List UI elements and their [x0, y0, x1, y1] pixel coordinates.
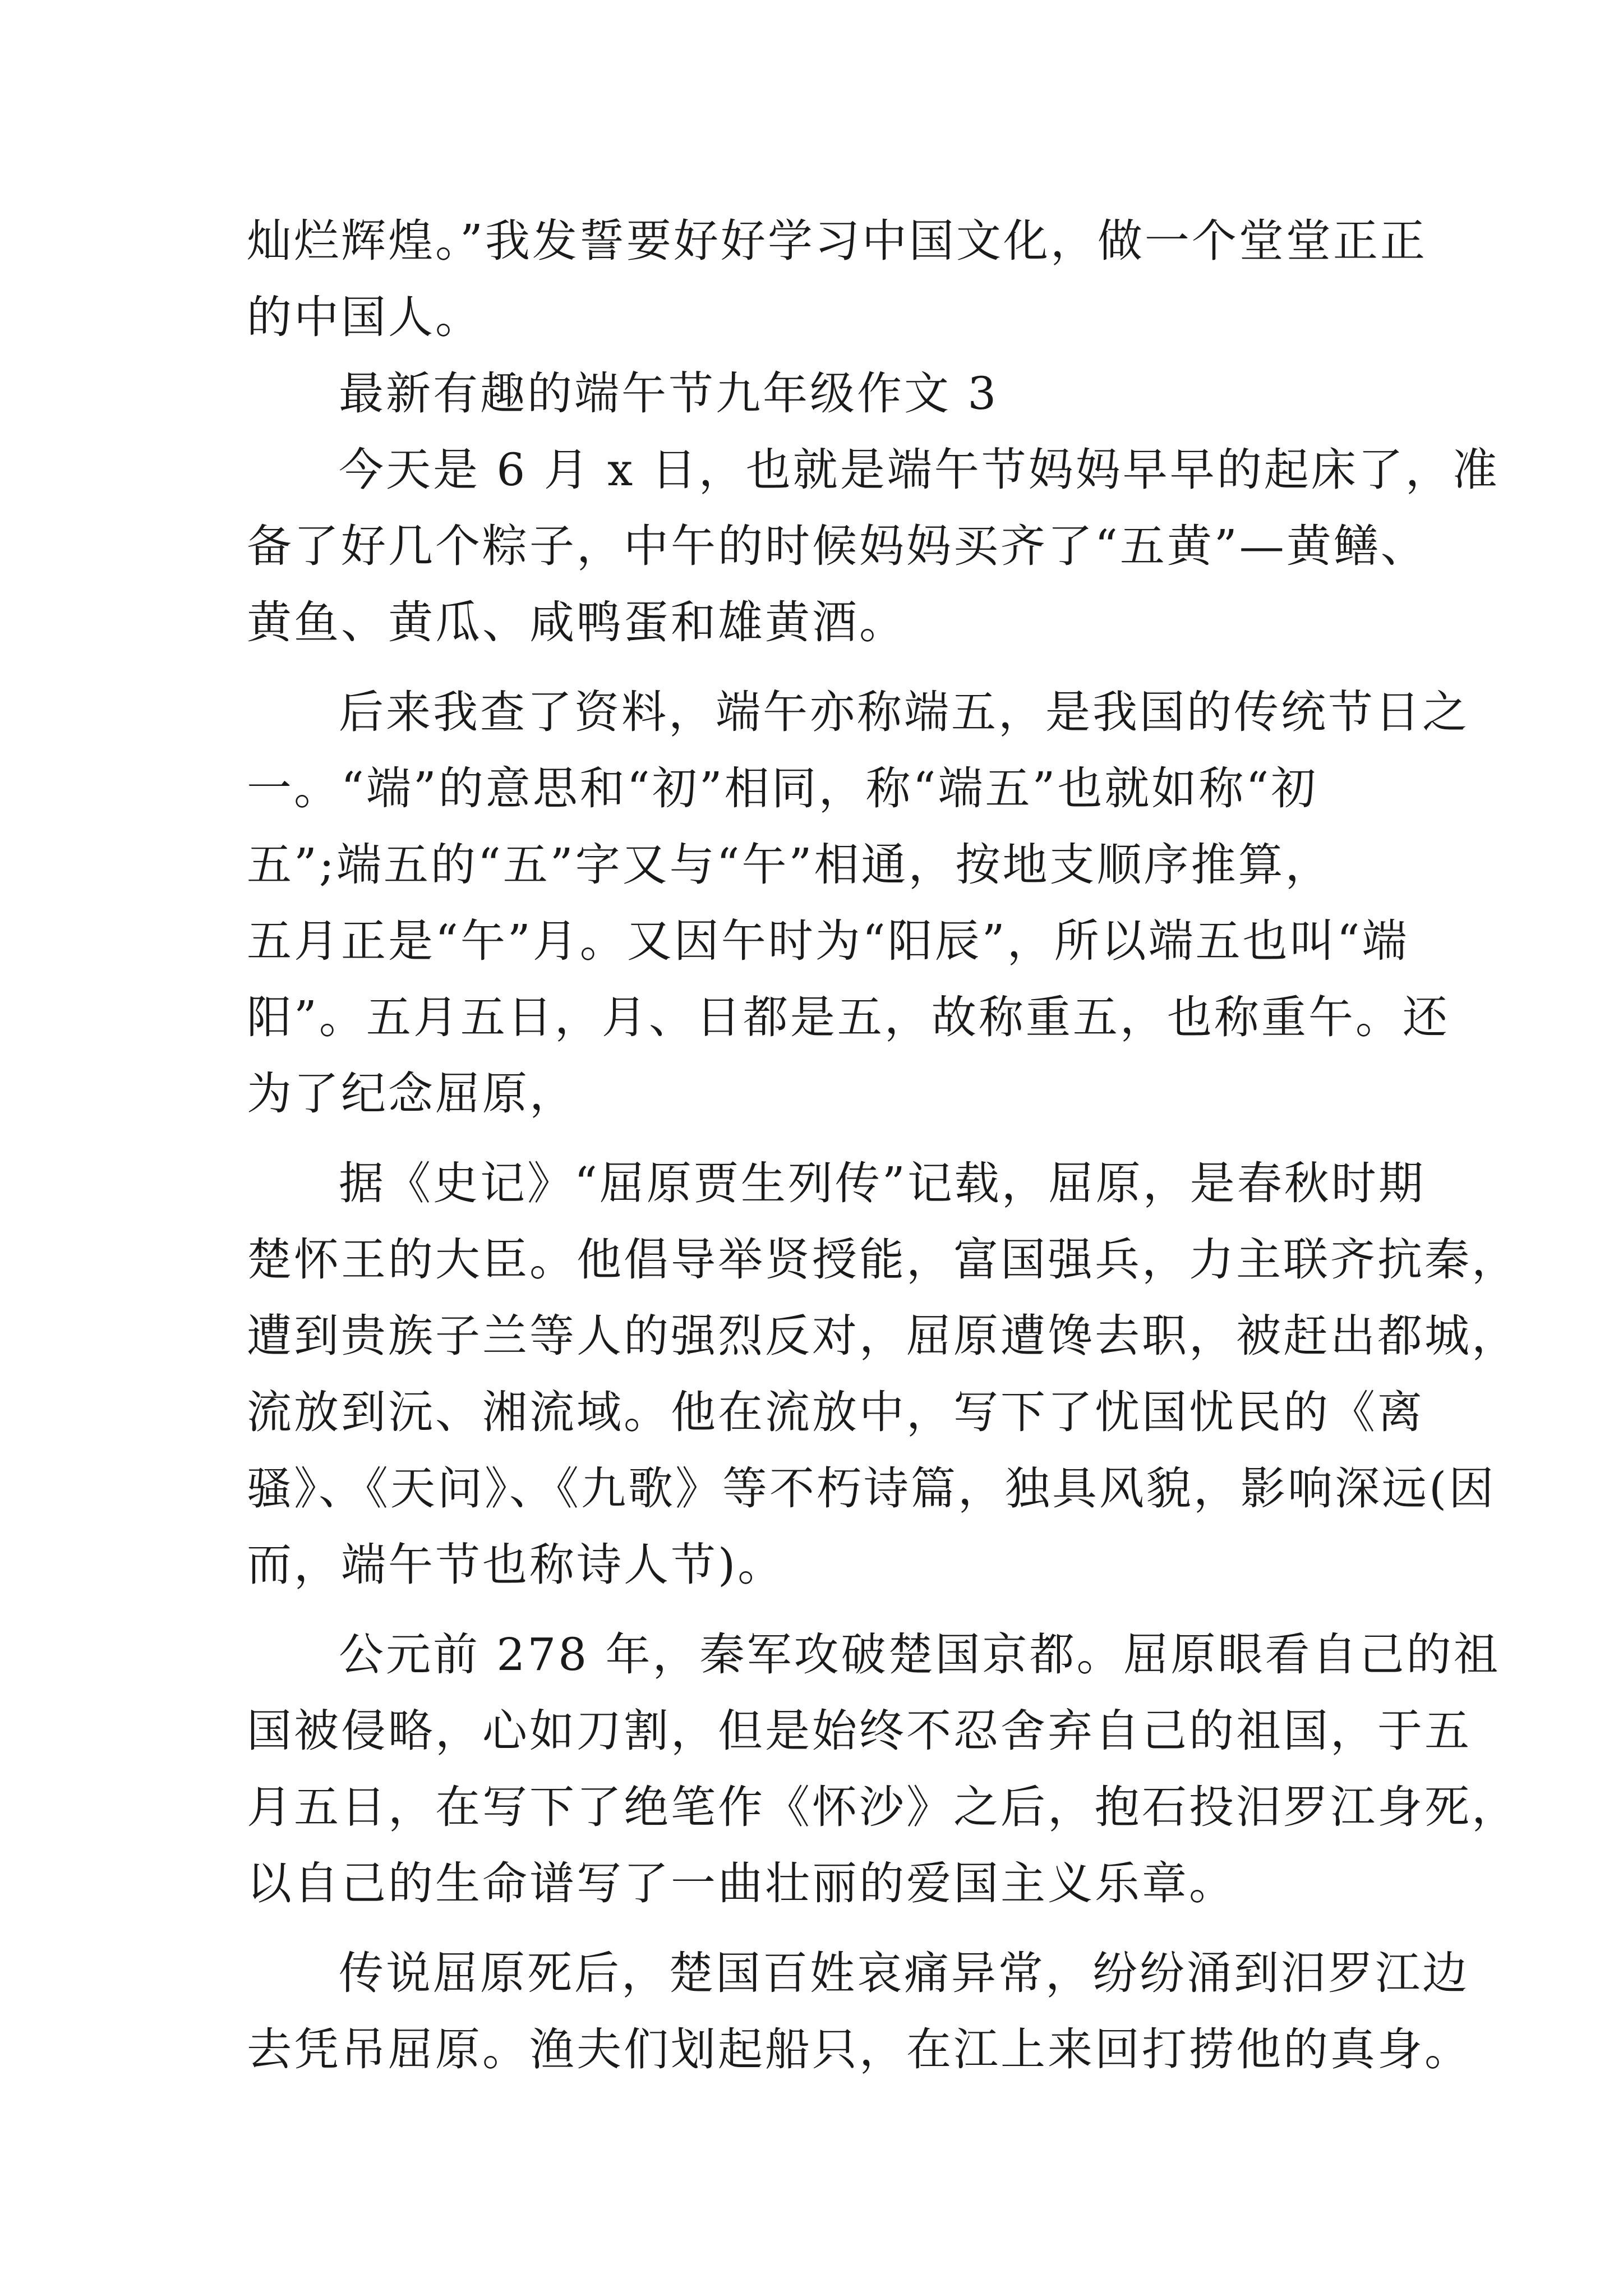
text-line: 今天是 6 月 x 日，也就是端午节妈妈早早的起床了，准 [339, 444, 1500, 496]
text-line: 后来我查了资料，端午亦称端五，是我国的传统节日之 [339, 686, 1469, 738]
text-line: 灿烂辉煌。”我发誓要好好学习中国文化，做一个堂堂正正 [247, 215, 1427, 267]
text-line: 据《史记》“屈原贾生列传”记载，屈原，是春秋时期 [339, 1157, 1426, 1209]
text-line: 公元前 278 年，秦军攻破楚国京都。屈原眼看自己的祖 [339, 1628, 1501, 1681]
text-line: 去凭吊屈原。渔夫们划起船只，在江上来回打捞他的真身。 [247, 2023, 1472, 2076]
text-line: 月五日，在写下了绝笔作《怀沙》之后，抱石投汨罗江身死， [247, 1781, 1519, 1833]
text-line: 一。“端”的意思和“初”相同，称“端五”也就如称“初 [247, 762, 1318, 815]
section-heading: 最新有趣的端午节九年级作文 3 [339, 367, 999, 420]
text-line: 备了好几个粽子，中午的时候妈妈买齐了“五黄”—黄鳝、 [247, 520, 1428, 572]
text-line: 国被侵略，心如刀割，但是始终不忍舍弃自己的祖国，于五 [247, 1705, 1472, 1757]
text-line: 的中国人。 [247, 291, 482, 343]
text-line: 为了纪念屈原， [247, 1068, 577, 1120]
text-line: 传说屈原死后，楚国百姓哀痛异常，纷纷涌到汨罗江边 [339, 1947, 1469, 1999]
text-line: 流放到沅、湘流域。他在流放中，写下了忧国忧民的《离 [247, 1386, 1424, 1438]
text-line: 而，端午节也称诗人节)。 [247, 1539, 785, 1591]
text-line: 以自己的生命谱写了一曲壮丽的爱国主义乐章。 [247, 1857, 1236, 1910]
text-line: 阳”。五月五日，月、日都是五，故称重五，也称重午。还 [247, 991, 1450, 1043]
text-line: 楚怀王的大臣。他倡导举贤授能，富国强兵，力主联齐抗秦， [247, 1234, 1519, 1286]
text-line: 五月正是“午”月。又因午时为“阳辰”，所以端五也叫“端 [247, 915, 1409, 967]
document-body [247, 203, 1519, 2088]
text-line: 黄鱼、黄瓜、咸鸭蛋和雄黄酒。 [247, 596, 906, 648]
text-line: 五”;端五的“五”字又与“午”相通，按地支顺序推算， [247, 839, 1332, 891]
text-line: 骚》、《天问》、《九歌》等不朽诗篇，独具风貌，影响深远(因 [247, 1462, 1496, 1515]
text-line: 遭到贵族子兰等人的强烈反对，屈原遭馋去职，被赶出都城， [247, 1310, 1519, 1362]
